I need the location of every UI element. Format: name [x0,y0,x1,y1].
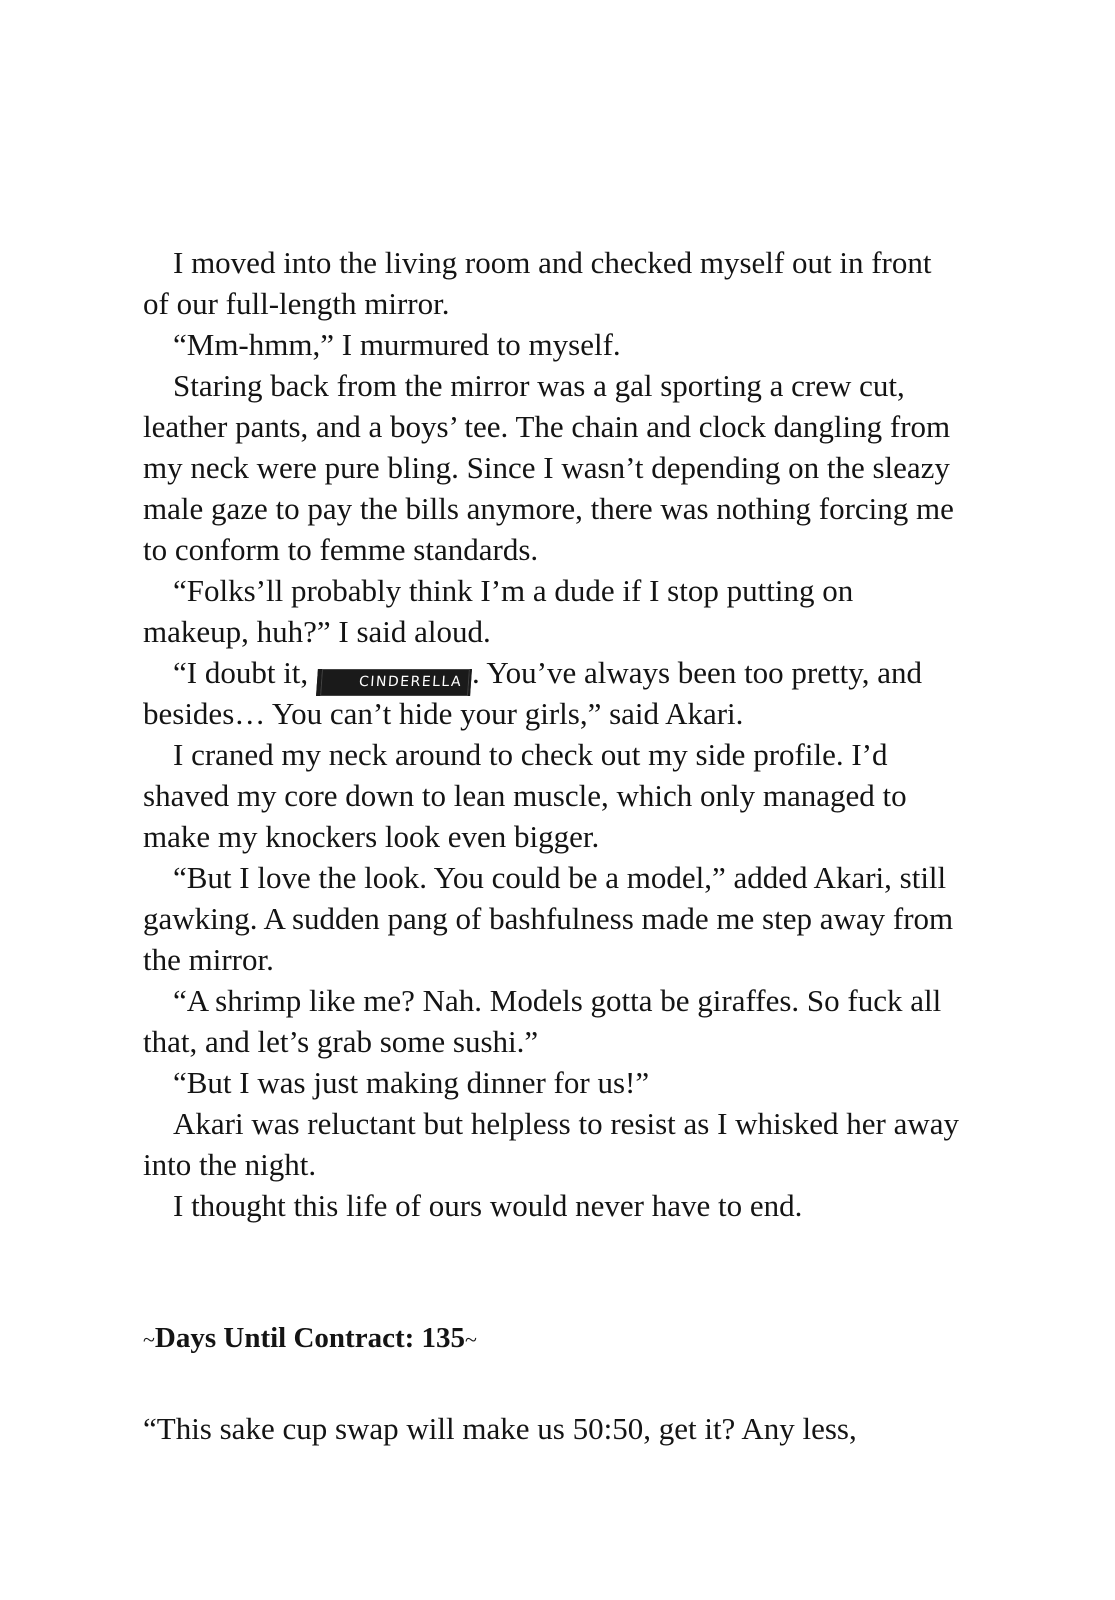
character-name-box: CINDERELLA [316,669,472,696]
paragraph: “Folks’ll probably think I’m a dude if I stop putting on makeup, huh?” I said aloud. [143,573,854,649]
paragraph: “But I was just making dinner for us!” [173,1065,650,1100]
body-text [143,242,963,1226]
heading-tilde-right: ~ [465,1327,477,1352]
paragraph: “A shrimp like me? Nah. Models gotta be giraffes. So fuck all that, and let’s grab some sushi.” [143,983,942,1059]
paragraph-text-after: . You’ve always been too pretty, and besides… You can’t hide your girls,” said Akari. [143,655,922,731]
paragraph: “Mm-hmm,” I murmured to myself. [173,327,621,362]
paragraph: “But I love the look. You could be a model,” added Akari, still gawking. A sudden pang of bashfulness made me step away from the mirror. [143,860,954,977]
paragraph [143,652,963,734]
paragraph: I moved into the living room and checked myself out in front of our full-length mirror. [143,245,932,321]
heading-label: Days Until Contract: 135 [154,1322,466,1354]
paragraph-text-before: “I doubt it, [173,655,316,690]
section-heading [143,1318,477,1360]
paragraph: I craned my neck around to check out my side profile. I’d shaved my core down to lean muscle, which only managed to make my knockers look even bigger. [143,737,907,854]
paragraph: Akari was reluctant but helpless to resist as I whisked her away into the night. [143,1106,959,1182]
paragraph: Staring back from the mirror was a gal sporting a crew cut, leather pants, and a boys’ tee. The chain and clock dangling from my neck were pure bling. Since I wasn’t depending on the sleazy male gaze to pay the bills anymore, there was nothing forcing me to conform to femme standards. [143,368,954,567]
paragraph-continued: “This sake cup swap will make us 50:50, get it? Any less, [143,1411,857,1446]
heading-tilde-left: ~ [143,1327,155,1352]
paragraph: I thought this life of ours would never have to end. [173,1188,803,1223]
